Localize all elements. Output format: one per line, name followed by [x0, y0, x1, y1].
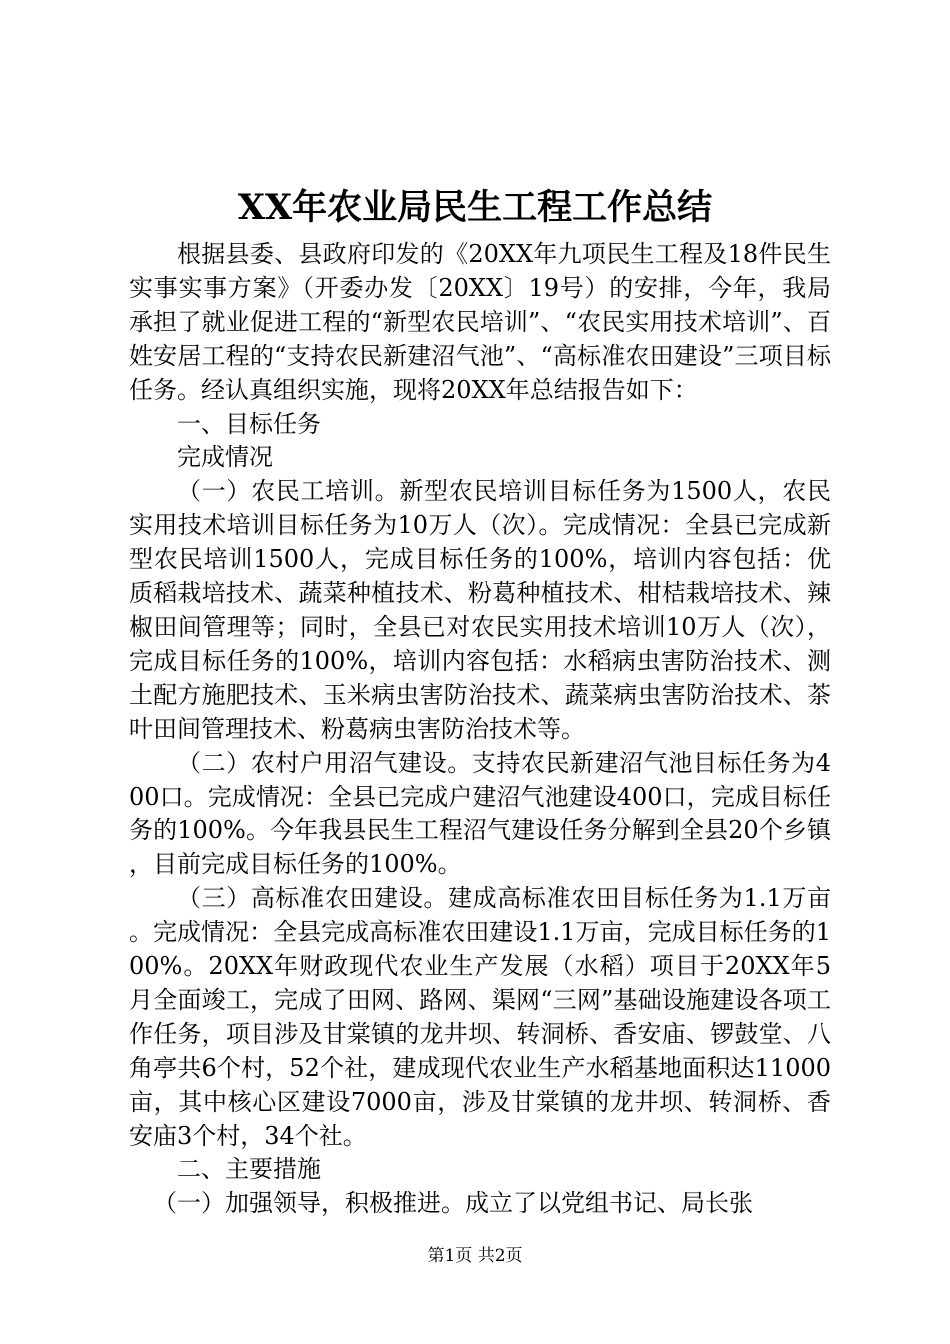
section-heading-measures: 二、主要措施: [177, 1155, 321, 1184]
subheading-completion: 完成情况: [177, 443, 273, 472]
paragraph-leadership: （一）加强领导，积极推进。成立了以党组书记、局长张: [153, 1189, 753, 1218]
section-heading-targets: 一、目标任务: [177, 409, 321, 438]
paragraph-farmland: （三）高标准农田建设。建成高标准农田目标任务为1.1万亩。完成情况：全县完成高标准农田建设1.1万亩，完成目标任务的100%。20XX年财政现代农业生产发展（水稻）项目于20XX年5月全面竣工，完成了田网、路网、渠网“三网”基础设施建设各项工作任务，项目涉及甘棠镇的龙井坝、转洞桥、香安庙、锣鼓堂、八角亭共6个村，52个社，建成现代农业生产水稻基地面积达11000亩，其中核心区建设7000亩，涉及甘棠镇的龙井坝、转洞桥、香安庙3个村，34个社。: [129, 884, 831, 1150]
intro-paragraph: 根据县委、县政府印发的《20XX年九项民生工程及18件民生实事实事方案》（开委办发〔20XX〕19号）的安排，今年，我局承担了就业促进工程的“新型农民培训”、“农民实用技术培训”、百姓安居工程的“支持农民新建沼气池”、“高标准农田建设”三项目标任务。经认真组织实施，现将20XX年总结报告如下：: [129, 240, 831, 404]
paragraph-farmer-training: （一）农民工培训。新型农民培训目标任务为1500人，农民实用技术培训目标任务为10万人（次）。完成情况：全县已完成新型农民培训1500人，完成目标任务的100%，培训内容包括：优质稻栽培技术、蔬菜种植技术、粉葛种植技术、柑桔栽培技术、辣椒田间管理等；同时，全县已对农民实用技术培训10万人（次），完成目标任务的100%，培训内容包括：水稻病虫害防治技术、测土配方施肥技术、玉米病虫害防治技术、蔬菜病虫害防治技术、茶叶田间管理技术、粉葛病虫害防治技术等。: [129, 477, 831, 743]
page-footer: 第1页 共2页: [427, 1246, 523, 1266]
document-body: [129, 238, 831, 1221]
document-title: XX年农业局民生工程工作总结: [237, 187, 713, 228]
paragraph-biogas: （二）农村户用沼气建设。支持农民新建沼气池目标任务为400口。完成情况：全县已完成户建沼气池建设400口，完成目标任务的100%。今年我县民生工程沼气建设任务分解到全县20个乡镇，目前完成目标任务的100%。: [129, 748, 831, 879]
